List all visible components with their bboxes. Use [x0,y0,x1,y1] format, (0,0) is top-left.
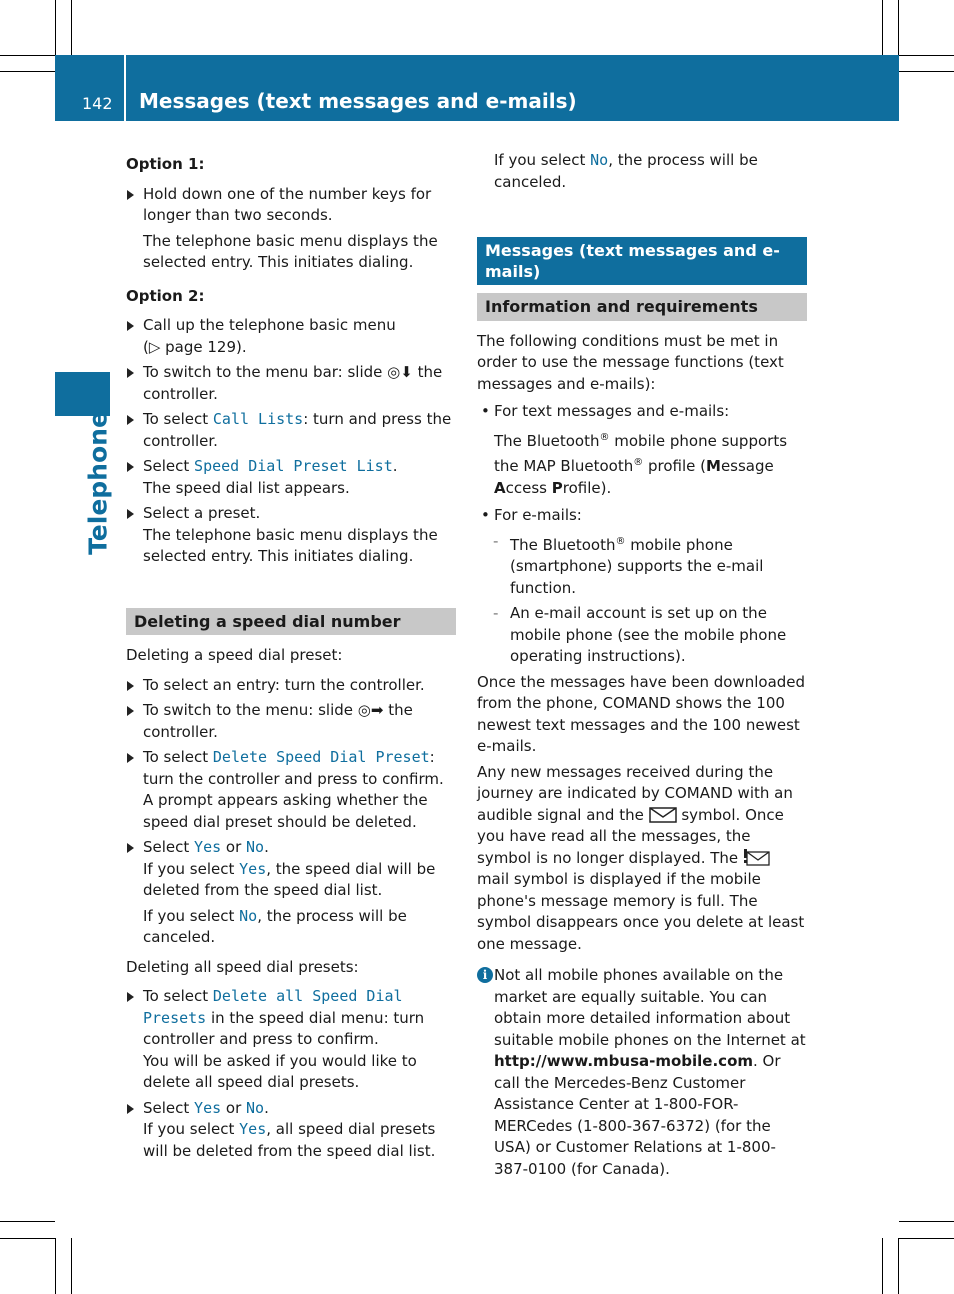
crop-mark [899,55,954,56]
side-tab-marker [55,372,110,416]
menu-item-code: Call Lists [212,410,304,428]
crop-mark [0,71,55,72]
step-item: Select a preset. [126,503,456,525]
step-item: To select Call Lists: turn and press the controller. [126,409,456,452]
step-result: You will be asked if you would like to delete all speed dial presets. [143,1051,417,1091]
crop-mark [899,1221,954,1222]
step-item: Call up the telephone basic menu (▷ page 129). [126,315,456,358]
step-result: The telephone basic menu displays the selected entry. This initiates dialing. [143,231,438,271]
right-column [477,150,807,1180]
crop-mark [0,55,55,56]
page-reference: (▷ page 129). [143,337,247,356]
step-item: Select Yes or No. [126,1098,456,1120]
step-item: Select Speed Dial Preset List. [126,456,456,478]
step-item: Hold down one of the number keys for longer than two seconds. [126,184,456,227]
step-item: To switch to the menu bar: slide ◎⬇ the controller. [126,362,456,405]
dash-item: - An e-mail account is set up on the mobile phone (see the mobile phone operating instructions). [477,603,807,668]
crop-mark [71,0,72,55]
section-intro: Deleting all speed dial presets: [126,957,359,976]
step-item: Select Yes or No. [126,837,456,859]
body-paragraph: Once the messages have been downloaded from the phone, COMAND shows the 100 newest text messages and the 100 newest e-mails. [477,672,806,755]
controller-slide-right-icon: ◎➡ [357,701,384,719]
info-note: i Not all mobile phones available on the market are equally suitable. You can obtain more detailed information about suitable mobile phones on the Internet at http://www.mbusa-mobile.com. Or call the Mercedes-Benz Customer Assistance Center at 1-800-FOR-MERCedes (1-800-367-6372) (for the USA) or Customer Relations at 1-800-387-0100 (for Canada). [477,965,807,1180]
section-heading: Messages (text messages and e-mails) [477,237,807,285]
step-item: To select an entry: turn the controller. [126,675,456,697]
step-result: A prompt appears asking whether the speed dial preset should be deleted. [143,791,428,831]
bullet-item: • For e-mails: [477,505,807,527]
crop-mark [55,1238,56,1294]
subsection-heading: Information and requirements [477,293,807,321]
info-icon: i [477,967,493,983]
crop-mark [882,1238,883,1294]
step-result-continued: If you select No, the process will be canceled. [494,151,758,191]
section-heading: Deleting a speed dial number [126,608,456,636]
step-result: The telephone basic menu displays the selected entry. This initiates dialing. [143,525,438,565]
crop-mark [71,1238,72,1294]
left-column [126,150,456,1166]
bullet-item: • For text messages and e-mails: [477,401,807,423]
option2-label: Option 2: [126,286,205,305]
intro-paragraph: The following conditions must be met in order to use the message functions (text messages and e-mails): [477,331,784,393]
crop-mark [898,0,899,55]
menu-item-code: Delete Speed Dial Preset [212,748,430,766]
controller-slide-down-icon: ◎⬇ [387,363,413,381]
page-title: Messages (text messages and e-mails) [139,89,577,113]
website-url[interactable]: http://www.mbusa-mobile.com [494,1052,753,1070]
header-divider [124,55,126,121]
dash-item: - The Bluetooth® mobile phone (smartphone) supports the e-mail function. [477,531,807,600]
crop-mark [899,71,954,72]
crop-mark [882,0,883,55]
crop-mark [55,0,56,55]
step-result: The speed dial list appears. [143,478,350,497]
envelope-icon [649,807,677,823]
step-item: To select Delete all Speed Dial Presets in the speed dial menu: turn controller and press to confirm. [126,986,456,1051]
mail-full-icon [743,849,771,867]
bullet-detail: The Bluetooth® mobile phone supports the MAP Bluetooth® profile (Message Access Profile). [494,431,788,497]
step-result: If you select Yes, the speed dial will be deleted from the speed dial list. [143,859,436,899]
option1-label: Option 1: [126,155,205,173]
crop-mark [0,1221,55,1222]
step-result: If you select No, the process will be canceled. [143,906,407,946]
step-item: To switch to the menu: slide ◎➡ the controller. [126,700,456,743]
step-result: If you select Yes, all speed dial presets will be deleted from the speed dial list. [143,1120,436,1160]
crop-mark [898,1238,899,1294]
crop-mark [0,1238,55,1239]
step-item: To select Delete Speed Dial Preset: turn the controller and press to confirm. [126,747,456,790]
crop-mark [899,1238,954,1239]
body-paragraph: Any new messages received during the journey are indicated by COMAND with an audible signal and the symbol. Once you have read all the messages, the symbol is no longer displayed. The mail symbol is displayed if the mobile phone's message memory is full. The symbol disappears once you delete at least one message. [477,762,805,953]
page-number: 142 [82,94,113,113]
menu-item-code: Delete all Speed Dial Presets [143,987,403,1027]
section-intro: Deleting a speed dial preset: [126,646,343,664]
menu-item-code: Speed Dial Preset List [194,457,393,475]
side-tab-label: Telephone [83,411,113,555]
